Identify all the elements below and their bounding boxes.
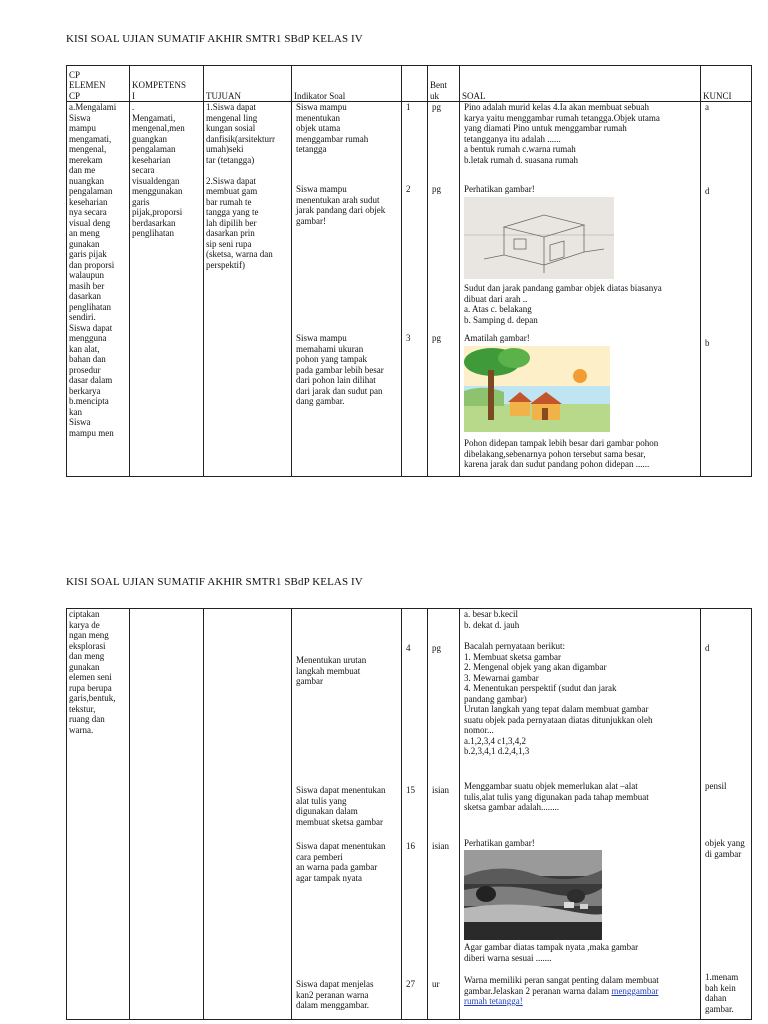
kunci-27: 1.menam bah kein dahan gambar. — [705, 972, 739, 1014]
no-cell — [402, 609, 428, 1020]
no-16: 16 — [406, 841, 415, 851]
bentuk-16: isian — [432, 841, 449, 851]
indikator-4: Menentukan urutan langkah membuat gambar — [296, 655, 367, 686]
soal-4: Bacalah pernyataan berikut: 1. Membuat sketsa gambar 2. Mengenal objek yang akan digambar 3. Mewarnai gambar 4. Menentukan perspektif (sudut dan jarak pandang gambar) Urutan langkah yang tepat dalam membuat gambar suatu objek pada pernyataan diatas ditunjukkan oleh nomor... a.1,2,3,4 c1,3,4,2 b.2,3,4,1 d.2,4,1,3 — [464, 641, 653, 756]
bentuk-27: ur — [432, 979, 440, 989]
bentuk-cell — [428, 609, 460, 1020]
table-row — [67, 102, 752, 477]
soal-27-text: Warna memiliki peran sangat penting dalam membuat gambar.Jelaskan 2 peranan warna dalam — [464, 975, 659, 996]
no-27: 27 — [406, 979, 415, 989]
soal-2-options: Sudut dan jarak pandang gambar objek diatas biasanya dibuat dari arah .. a. Atas c. belakang b. Samping d. depan — [464, 283, 662, 325]
soal-cell — [460, 609, 701, 1020]
col-header-tujuan: TUJUAN — [204, 66, 292, 102]
tujuan-cell: 1.Siswa dapat mengenal ling kungan sosial danfisik(arsitekturr umah)seki tar (tetangga) 2.Siswa dapat membuat gam bar rumah te tangga yang te lah dipilih ber dasarkan prin sip seni rupa (sketsa, warna dan perspektif) — [204, 102, 292, 477]
indikator-15: Siswa dapat menentukan alat tulis yang digunakan dalam membuat sketsa gambar — [296, 785, 386, 827]
kunci-16: objek yang di gambar — [705, 838, 745, 859]
indikator-1: Siswa mampu menentukan objek utama menggambar rumah tetangga — [296, 102, 369, 154]
bentuk-2: pg — [432, 184, 441, 194]
col-header-kunci: KUNCI — [701, 66, 752, 102]
cp-cell: a.Mengalami Siswa mampu mengamati, mengenal, merekam dan me nuangkan pengalaman keseharian nya secara visual deng an meng gunakan garis pijak dan proporsi walaupun masih ber dasarkan penglihatan sendiri. Siswa dapat mengguna kan alat, bahan dan prosedur dasar dalam berkarya b.mencipta kan Siswa mampu men — [67, 102, 130, 477]
no-3: 3 — [406, 333, 411, 343]
soal-1: Pino adalah murid kelas 4.Ia akan membuat sebuah karya yaitu menggambar rumah tetangga.Objek utama yang diamati Pino untuk menggambar rumah tetangganya itu adalah ...... a bentuk rumah c.warna rumah b.letak rumah d. suasana rumah — [464, 102, 660, 165]
kunci-15: pensil — [705, 781, 727, 791]
tujuan-cell — [204, 609, 292, 1020]
page2-title: KISI SOAL UJIAN SUMATIF AKHIR SMTR1 SBdP KELAS IV — [66, 576, 363, 588]
col-header-bentuk: Bent uk — [428, 66, 460, 102]
soal-27 — [464, 975, 696, 1007]
soal-cell — [460, 102, 701, 477]
kunci-1: a — [705, 102, 709, 112]
kunci-2: d — [705, 186, 710, 196]
indikator-3: Siswa mampu memahami ukuran pohon yang tampak pada gambar lebih besar dari pohon lain dilihat dari jarak dan sudut pan dang gambar. — [296, 333, 384, 406]
no-2: 2 — [406, 184, 411, 194]
no-4: 4 — [406, 643, 411, 653]
kompetensi-cell: . Mengamati, mengenal,men guangkan pengalaman keseharian secara visualdengan menggunakan garis pijak,proporsi berdasarkan penglihatan — [130, 102, 204, 477]
cp-cell: ciptakan karya de ngan meng eksplorasi dan meng gunakan elemen seni rupa berupa garis,bentuk, tekstur, ruang dan warna. — [67, 609, 130, 1020]
bentuk-3: pg — [432, 333, 441, 343]
soal-3-options: a. besar b.kecil b. dekat d. jauh — [464, 609, 520, 630]
no-15: 15 — [406, 785, 415, 795]
soal-3-intro: Amatilah gambar! — [464, 333, 530, 343]
page2-table — [66, 608, 752, 1020]
soal-3-text: Pohon didepan tampak lebih besar dari gambar pohon dibelakang,sebenarnya pohon tersebut sama besar, karena jarak dan sudut pandang pohon didepan ...... — [464, 438, 659, 469]
bentuk-cell — [428, 102, 460, 477]
no-1: 1 — [406, 102, 411, 112]
col-header-cp: CP ELEMEN CP — [67, 66, 130, 102]
col-header-soal: SOAL — [460, 66, 701, 102]
indikator-cell — [292, 609, 402, 1020]
table-header-row — [67, 66, 752, 102]
house-sketch-image — [464, 197, 614, 279]
col-header-indikator: Indikator Soal — [292, 66, 402, 102]
soal-16-intro: Perhatikan gambar! — [464, 838, 535, 848]
kunci-cell — [701, 609, 752, 1020]
kompetensi-cell — [130, 609, 204, 1020]
kunci-cell — [701, 102, 752, 477]
indikator-2: Siswa mampu menentukan arah sudut jarak pandang dari objek gambar! — [296, 184, 386, 226]
kunci-3: b — [705, 338, 710, 348]
bentuk-1: pg — [432, 102, 441, 112]
kunci-4: d — [705, 643, 710, 653]
indikator-16: Siswa dapat menentukan cara pemberi an warna pada gambar agar tampak nyata — [296, 841, 386, 883]
soal-2-intro: Perhatikan gambar! — [464, 184, 535, 194]
no-cell — [402, 102, 428, 477]
page1-table — [66, 65, 752, 477]
tree-landscape-image — [464, 346, 610, 432]
landscape-photo-image — [464, 850, 602, 940]
soal-16-text: Agar gambar diatas tampak nyata ,maka gambar diberi warna sesuai ....... — [464, 942, 639, 963]
soal-27-link[interactable]: menggambar rumah tetangga! — [464, 985, 659, 1006]
indikator-27: Siswa dapat menjelas kan2 peranan warna dalam menggambar. — [296, 979, 374, 1010]
bentuk-4: pg — [432, 643, 441, 653]
soal-15: Menggambar suatu objek memerlukan alat –alat tulis,alat tulis yang digunakan pada tahap membuat sketsa gambar adalah........ — [464, 781, 649, 812]
col-header-kompetensi: KOMPETENS I — [130, 66, 204, 102]
col-header-no — [402, 66, 428, 102]
indikator-cell — [292, 102, 402, 477]
bentuk-15: isian — [432, 785, 449, 795]
table-row — [67, 609, 752, 1020]
page1-title: KISI SOAL UJIAN SUMATIF AKHIR SMTR1 SBdP KELAS IV — [66, 33, 363, 45]
